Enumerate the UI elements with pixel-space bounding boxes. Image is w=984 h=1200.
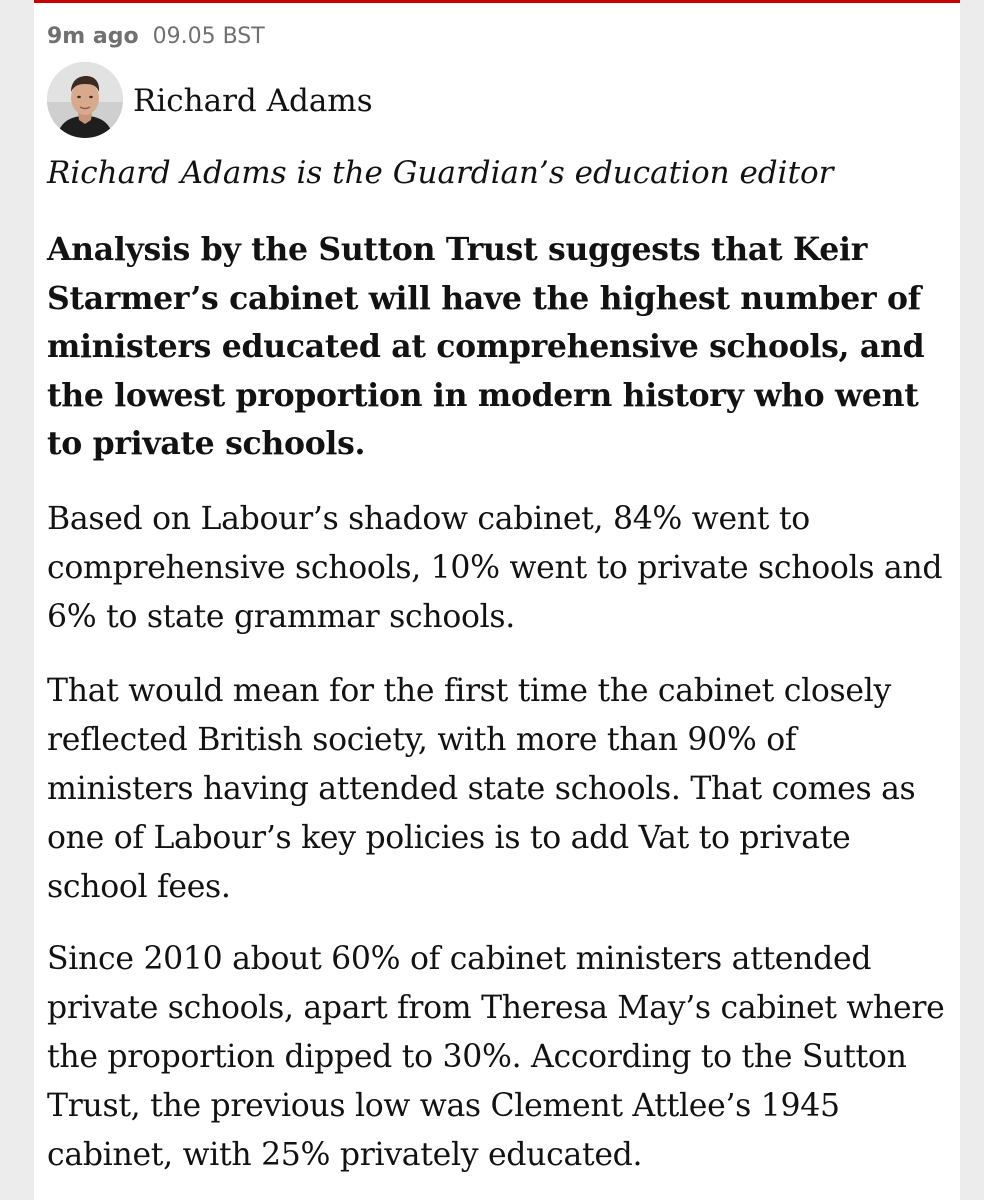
post-timestamp[interactable] bbox=[47, 23, 265, 51]
page-margin-left bbox=[0, 0, 34, 1200]
page-margin-right bbox=[960, 0, 984, 1200]
live-blog-post bbox=[34, 0, 960, 1200]
time-ago: 9m ago bbox=[47, 24, 139, 49]
author-name[interactable]: Richard Adams bbox=[133, 83, 373, 119]
author-avatar bbox=[47, 62, 123, 138]
author-bio: Richard Adams is the Guardian’s education editor bbox=[47, 155, 834, 191]
post-paragraph-3: Since 2010 about 60% of cabinet ministers attended private schools, apart from Theresa May’s cabinet where the proportion dipped to 30%. According to the Sutton Trust, the previous low was Clement Attlee’s 1945 cabinet, with 25% privately educated. bbox=[47, 941, 945, 1173]
post-paragraph-1: Based on Labour’s shadow cabinet, 84% went to comprehensive schools, 10% went to private schools and 6% to state grammar schools. bbox=[47, 501, 943, 635]
author-photo-icon bbox=[47, 62, 123, 138]
post-paragraph-2: That would mean for the first time the cabinet closely reflected British society, with more than 90% of ministers having attended state schools. That comes as one of Labour’s key policies is to add Vat to private school fees. bbox=[47, 673, 916, 905]
time-clock: 09.05 BST bbox=[152, 24, 265, 49]
post-lead-paragraph: Analysis by the Sutton Trust suggests that Keir Starmer’s cabinet will have the highest number of ministers educated at comprehensive schools, and the lowest proportion in modern history who went to private schools. bbox=[47, 231, 925, 462]
